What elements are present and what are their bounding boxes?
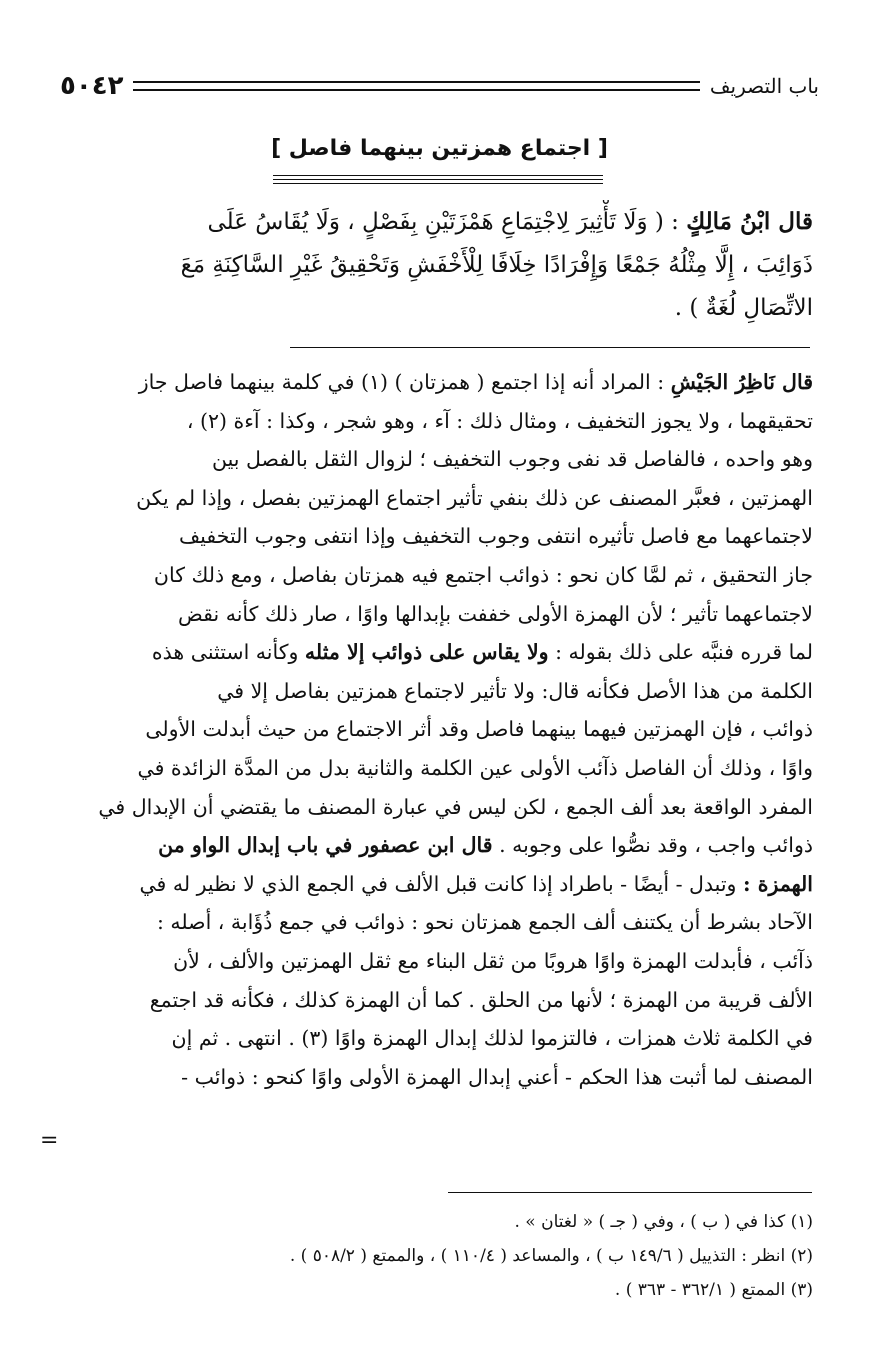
- matn-speaker: قال ابْنُ مَالِكٍ: [686, 208, 813, 235]
- commentary-speaker: قال نَاظِرُ الجَيْشِ: [670, 370, 813, 394]
- commentary-line-17: الألف قريبة من الهمزة ؛ لأنها من الحلق . كما أن الهمزة كذلك ، فكأنه قد اجتمع: [149, 987, 813, 1012]
- commentary-line-19: المصنف لما أثبت هذا الحكم - أعني إبدال الهمزة الأولى واوًا كنحو : ذوائب -: [181, 1064, 813, 1089]
- ibn-usfur-citation: قال ابن عصفور في باب إبدال الواو من: [158, 833, 493, 858]
- footnote-2: (٢) انظر : التذييل ( ١٤٩/٦ ب ) ، والمساعد ( ١١٠/٤ ) ، والممتع ( ٥٠٨/٢ ) .: [289, 1246, 813, 1266]
- footnote-separator: [448, 1192, 812, 1193]
- commentary-line-1: [66, 363, 813, 402]
- commentary-line-5: لاجتماعهما مع فاصل تأثيره انتفى وجوب التخفيف وإذا انتفى وجوب التخفيف: [178, 524, 813, 549]
- commentary-line-9: الكلمة من هذا الأصل فكأنه قال: ولا تأثير لاجتماع همزتين بفاصل إلا في: [217, 678, 813, 703]
- continuation-mark: =: [40, 1128, 59, 1153]
- chapter-title: باب التصريف: [709, 74, 819, 98]
- matn-line-1-text: : ( وَلَا تَأْثِيرَ لِاجْتِمَاعِ هَمْزَتَيْنِ بِفَصْلٍ ، وَلَا يُقَاسُ عَلَى: [207, 209, 687, 235]
- commentary-line-1-text: : المراد أنه إذا اجتمع ( همزتان ) (١) في كلمة بينهما فاصل جاز: [138, 370, 665, 394]
- matn-line-3: الاتِّصَالِ لُغَةٌ ) .: [674, 295, 813, 321]
- running-header: [60, 66, 819, 106]
- commentary-line-12: المفرد الواقعة بعد ألف الجمع ، لكن ليس في عبارة المصنف ما يقتضي أن الإبدال في: [98, 794, 813, 819]
- matn-block: [66, 200, 813, 330]
- commentary-line-10: ذوائب ، فإن الهمزتين فيهما بينهما فاصل وقد أثر الاجتماع من حيث أبدلت الأولى: [145, 717, 813, 742]
- ibn-usfur-citation-end: الهمزة :: [743, 871, 813, 896]
- commentary-block: [66, 363, 813, 1096]
- footnote-1: (١) كذا في ( ب ) ، وفي ( جـ ) « لغتان » .: [514, 1212, 813, 1232]
- heading-rules: [273, 175, 603, 189]
- commentary-line-13: [66, 826, 813, 865]
- commentary-line-15: الآحاد بشرط أن يكتنف ألف الجمع همزتان نحو : ذوائب في جمع ذُؤَابة ، أصله :: [156, 910, 813, 935]
- commentary-line-14: [66, 865, 813, 904]
- page-number: ٥٠٤٢: [60, 71, 124, 101]
- quoted-text-bold: ولا يقاس على ذوائب إلا مثله: [304, 640, 549, 665]
- commentary-line-8: [66, 633, 813, 672]
- commentary-line-13-text: ذوائب واجب ، وقد نصُّوا على وجوبه .: [499, 833, 813, 858]
- commentary-line-2: تحقيقهما ، ولا يجوز التخفيف ، ومثال ذلك : آء ، وهو شجر ، وكذا : آءة (٢) ،: [186, 408, 813, 433]
- commentary-line-6: جاز التحقيق ، ثم لمَّا كان نحو : ذوائب اجتمع فيه همزتان بفاصل ، ومع ذلك كان: [153, 562, 813, 587]
- commentary-line-14-text: وتبدل - أيضًا - باطراد إذا كانت قبل الألف في الجمع الذي لا نظير له في: [139, 871, 737, 896]
- footnote-3: (٣) الممتع ( ٣٦٢/١ - ٣٦٣ ) .: [614, 1280, 813, 1300]
- commentary-line-18: في الكلمة ثلاث همزات ، فالتزموا لذلك إبدال الهمزة واوًا (٣) . انتهى . ثم إن: [171, 1026, 813, 1051]
- commentary-line-3: وهو واحده ، فالفاصل قد نفى وجوب التخفيف ؛ لزوال الثقل بالفصل بين: [212, 447, 813, 472]
- commentary-line-8-tail: وكأنه استثنى هذه: [151, 640, 299, 665]
- matn-separator: [290, 347, 810, 348]
- commentary-line-16: ذآئب ، فأبدلت الهمزة واوًا هروبًا من ثقل البناء مع ثقل الهمزتين والألف ، لأن: [173, 948, 813, 973]
- commentary-line-11: واوًا ، وذلك أن الفاصل ذآئب الأولى عين الكلمة والثانية بدل من المدَّة الزائدة في: [137, 755, 813, 780]
- commentary-line-7: لاجتماعهما تأثير ؛ لأن الهمزة الأولى خففت بإبدالها واوًا ، صار ذلك كأنه نقض: [178, 601, 813, 626]
- commentary-line-4: الهمزتين ، فعبَّر المصنف عن ذلك بنفي تأثير اجتماع الهمزتين بفصل ، وإذا لم يكن: [136, 485, 813, 510]
- matn-line-1: [66, 200, 813, 244]
- commentary-line-8-text: لما قرره فنبَّه على ذلك بقوله :: [555, 640, 813, 665]
- matn-line-2: ذَوَائِبَ ، إِلَّا مِثْلُهُ جَمْعًا وَإِفْرَادًا خِلَافًا لِلْأَخْفَشِ وَتَحْقِيقُ غَيْرِ السَّاكِنَةِ مَعَ: [180, 252, 813, 278]
- footnotes: [66, 1205, 813, 1307]
- section-heading: [ اجتماع همزتين بينهما فاصل ]: [271, 136, 608, 161]
- header-rule: [133, 81, 699, 91]
